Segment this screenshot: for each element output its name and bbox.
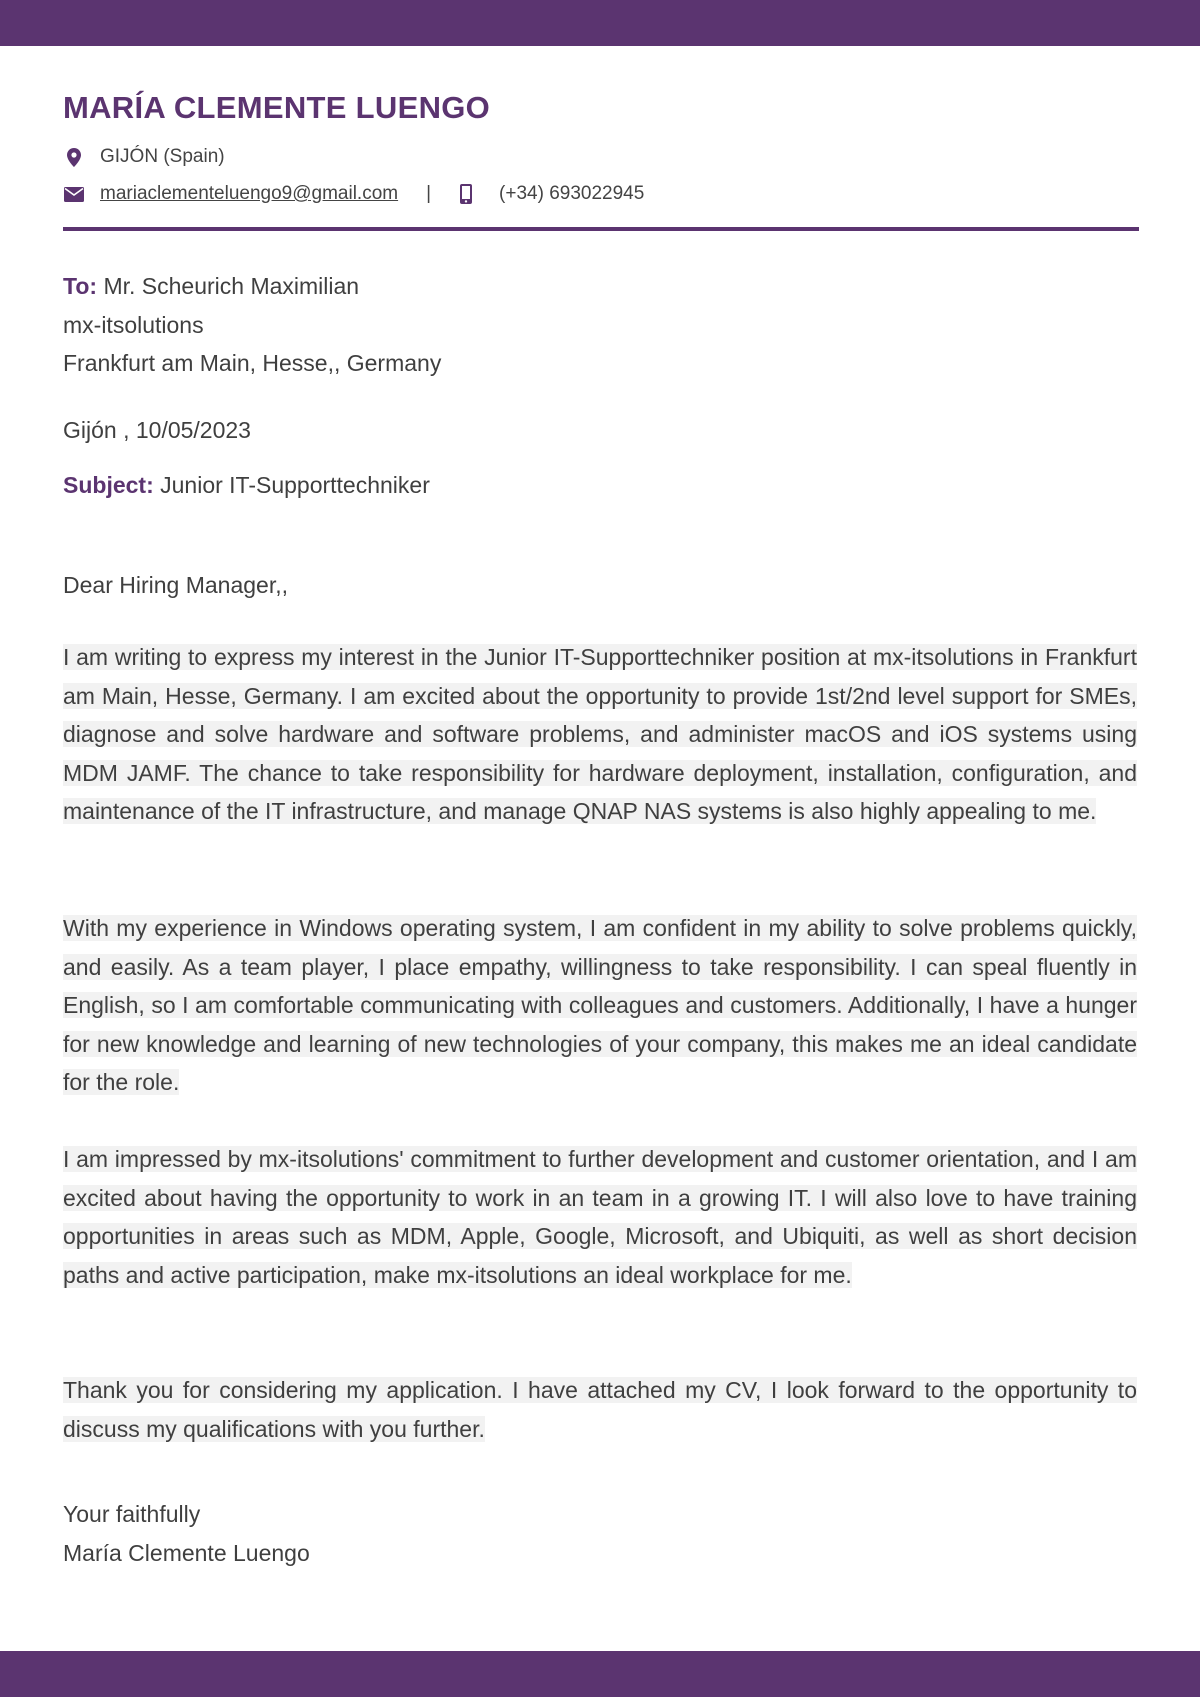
map-pin-icon bbox=[63, 146, 85, 168]
paragraph-text: Thank you for considering my application. I have attached my CV, I look forward to the opportunity to discuss my qualifications with you further. bbox=[63, 1377, 1137, 1442]
closing-block bbox=[63, 1495, 310, 1573]
location-text: GIJÓN (Spain) bbox=[100, 146, 225, 167]
recipient-address: Frankfurt am Main, Hesse,, Germany bbox=[63, 350, 442, 376]
salutation: Dear Hiring Manager,, bbox=[63, 572, 288, 598]
envelope-icon bbox=[63, 183, 85, 205]
email-link[interactable]: mariaclementeluengo9@gmail.com bbox=[100, 183, 399, 204]
paragraph-text: With my experience in Windows operating system, I am confident in my ability to solve problems quickly, and easily. As a team player, I place empathy, willingness to take responsibility. I can speal fluently in English, so I am comfortable communicating with colleagues and customers. Additionally, I have a hunger for new knowledge and learning of new technologies of your company, this makes me an ideal candidate for the role. bbox=[63, 915, 1137, 1096]
bottom-banner bbox=[0, 1651, 1200, 1697]
recipient-block bbox=[63, 267, 441, 383]
body-paragraph-3 bbox=[63, 1140, 1137, 1294]
valediction: Your faithfully bbox=[63, 1501, 201, 1527]
sender-name: MARÍA CLEMENTE LUENGO bbox=[63, 90, 491, 125]
subject-line bbox=[63, 472, 430, 499]
mobile-phone-icon bbox=[455, 183, 477, 205]
body-paragraph-4 bbox=[63, 1371, 1137, 1448]
date-line: Gijón , 10/05/2023 bbox=[63, 417, 251, 443]
location-row bbox=[63, 146, 225, 168]
recipient-company: mx-itsolutions bbox=[63, 311, 204, 338]
phone-number: (+34) 693022945 bbox=[499, 183, 645, 204]
recipient-name: Mr. Scheurich Maximilian bbox=[103, 273, 360, 299]
subject-text: Junior IT-Supporttechniker bbox=[160, 472, 430, 498]
paragraph-text: I am writing to express my interest in the Junior IT-Supporttechniker position at mx-itsolutions in Frankfurt am Main, Hesse, Germany. I am excited about the opportunity to provide 1st/2nd level support for SMEs, diagnose and solve hardware and software problems, and administer macOS and iOS systems using MDM JAMF. The chance to take responsibility for hardware deployment, installation, configuration, and maintenance of the IT infrastructure, and manage QNAP NAS systems is also highly appealing to me. bbox=[63, 644, 1137, 825]
signature-name: María Clemente Luengo bbox=[63, 1540, 310, 1566]
contact-separator: | bbox=[426, 183, 432, 204]
body-paragraph-1 bbox=[63, 638, 1137, 831]
header-divider bbox=[63, 227, 1139, 231]
body-paragraph-2 bbox=[63, 909, 1137, 1102]
paragraph-text: I am impressed by mx-itsolutions' commitment to further development and customer orientation, and I am excited about having the opportunity to work in an team in a growing IT. I will also love to have training opportunities in areas such as MDM, Apple, Google, Microsoft, and Ubiquiti, as well as short decision paths and active participation, make mx-itsolutions an ideal workplace for me. bbox=[63, 1146, 1137, 1288]
top-banner bbox=[0, 0, 1200, 46]
to-label: To: bbox=[63, 273, 98, 299]
recipient-line bbox=[63, 267, 441, 306]
contact-row bbox=[63, 183, 644, 205]
subject-label: Subject: bbox=[63, 472, 154, 498]
